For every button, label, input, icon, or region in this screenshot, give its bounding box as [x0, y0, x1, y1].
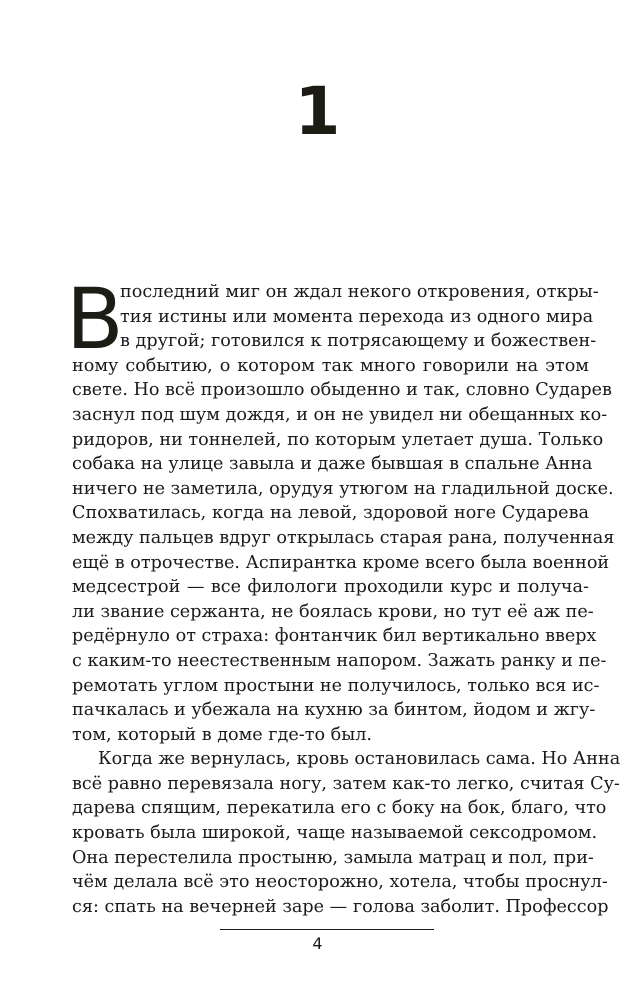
chapter-number: 1 — [294, 73, 341, 150]
text-line: собака на улице завыла и даже бывшая в спальне Анна — [72, 454, 593, 475]
text-line: заснул под шум дождя, и он не увидел ни обещанных ко- — [72, 404, 608, 425]
text-line: Когда же вернулась, кровь остановилась сама. Но Анна — [98, 749, 621, 770]
text-line: тия истины или момента перехода из одного мира — [120, 306, 594, 327]
text-line: кровать была широкой, чаще называемой сексодромом. — [72, 823, 598, 844]
paragraph-1 — [72, 280, 615, 747]
page-number: 4 — [312, 934, 323, 953]
text-line: дарева спящим, перекатила его с боку на бок, благо, что — [72, 798, 607, 819]
text-line: том, который в доме где-то был. — [72, 724, 372, 745]
text-line: ся: спать на вечерней заре — голова заболит. Профессор — [72, 896, 609, 917]
text-line: ремотать углом простыни не получилось, только вся ис- — [72, 675, 600, 696]
paragraph-2 — [72, 747, 621, 919]
text-line: ли звание сержанта, не боялась крови, но тут её аж пе- — [72, 601, 594, 622]
text-line: ничего не заметила, орудуя утюгом на гладильной доске. — [72, 478, 614, 499]
text-line: медсестрой — все филологи проходили курс и получа- — [72, 577, 589, 598]
text-line: всё равно перевязала ногу, затем как-то легко, считая Су- — [72, 773, 620, 794]
text-line: ещё в отрочестве. Аспирантка кроме всего была военной — [72, 552, 610, 573]
text-line: чём делала всё это неосторожно, хотела, чтобы проснул- — [72, 872, 608, 893]
text-line: Спохватилась, когда на левой, здоровой ноге Сударева — [72, 503, 589, 524]
text-line: с каким-то неестественным напором. Зажать ранку и пе- — [72, 650, 607, 671]
text-line: Она перестелила простыню, замыла матрац и пол, при- — [72, 847, 594, 868]
text-line: между пальцев вдруг открылась старая рана, полученная — [72, 527, 615, 548]
text-line: в другой; готовился к потрясающему и божествен- — [120, 331, 597, 352]
drop-cap: В — [66, 270, 124, 368]
text-line: пачкалась и убежала на кухню за бинтом, йодом и жгу- — [72, 700, 596, 721]
body-text — [66, 270, 621, 919]
text-line: свете. Но всё произошло обыденно и так, словно Сударев — [72, 380, 612, 401]
text-line: редёрнуло от страха: фонтанчик бил вертикально вверх — [72, 626, 597, 647]
text-line: ридоров, ни тоннелей, по которым улетает душа. Только — [72, 429, 604, 450]
text-line: ному событию, о котором так много говорили на этом — [72, 355, 589, 376]
text-line: последний миг он ждал некого откровения, откры- — [120, 282, 599, 302]
footer-rule — [220, 929, 434, 930]
